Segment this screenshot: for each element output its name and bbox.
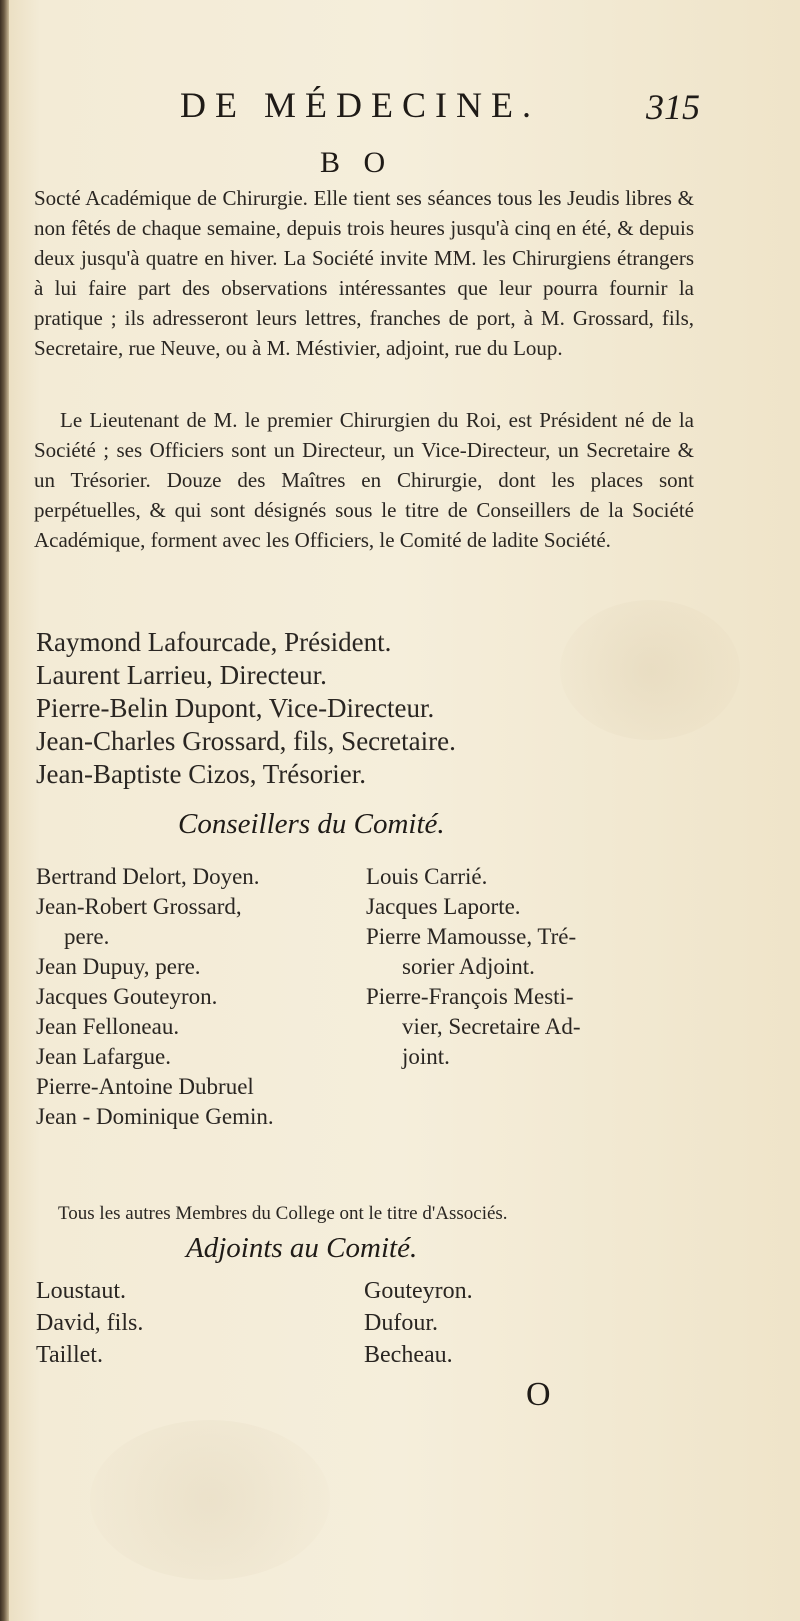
councillor-entry: Pierre-François Mesti- <box>366 984 574 1009</box>
page-binding-edge <box>0 0 9 1621</box>
councillor-entry-continuation: joint. <box>402 1044 450 1069</box>
adjoint-entry: Loustaut. <box>36 1278 126 1304</box>
adjoint-entry: Becheau. <box>364 1342 453 1368</box>
officer-entry: Raymond Lafourcade, Président. <box>36 627 392 657</box>
adjoints-heading: Adjoints au Comité. <box>186 1232 418 1264</box>
paper-stain <box>90 1420 330 1580</box>
councillor-entry: Jacques Laporte. <box>366 894 521 919</box>
intro-paragraph: Socté Académique de Chirurgie. Elle tient ses séances tous les Jeudis libres & non fêtés de chaque semaine, depuis trois heures jusqu'à cinq en été, & depuis deux jusqu'à quatre en hiver. La Société invite MM. les Chirurgiens étrangers à lui faire part des observations intéressantes que leur pourra fournir la pratique ; ils adresseront leurs lettres, franches de port, à M. Grossard, fils, Secretaire, rue Neuve, ou à M. Méstivier, adjoint, rue du Loup. <box>34 186 694 360</box>
associates-note: Tous les autres Membres du College ont le titre d'Associés. <box>58 1203 508 1224</box>
running-title: DE MÉDECINE. <box>180 85 540 125</box>
officer-entry: Jean-Baptiste Cizos, Trésorier. <box>36 759 366 789</box>
councillor-entry: Jean - Dominique Gemin. <box>36 1104 274 1129</box>
adjoint-entry: Taillet. <box>36 1342 103 1368</box>
councillor-entry: Jean-Robert Grossard, <box>36 894 242 919</box>
councillors-left-column <box>36 862 356 1132</box>
page-number: 315 <box>646 87 700 127</box>
adjoints-left-column <box>36 1275 336 1371</box>
adjoints-right-column <box>364 1275 664 1371</box>
catchword: O <box>526 1376 551 1413</box>
councillor-entry-continuation: sorier Adjoint. <box>402 954 535 979</box>
signature-mark: B O <box>320 146 394 179</box>
councillor-entry: Louis Carrié. <box>366 864 488 889</box>
councillor-entry: Bertrand Delort, Doyen. <box>36 864 260 889</box>
councillor-entry: Jean Dupuy, pere. <box>36 954 201 979</box>
officer-entry: Laurent Larrieu, Directeur. <box>36 660 327 690</box>
councillor-entry: Jean Felloneau. <box>36 1014 180 1039</box>
adjoint-entry: David, fils. <box>36 1310 144 1336</box>
adjoint-entry: Gouteyron. <box>364 1278 473 1304</box>
councillor-entry-continuation: pere. <box>64 924 110 949</box>
officers-description-paragraph: Le Lieutenant de M. le premier Chirurgien du Roi, est Président né de la Société ; ses Officiers sont un Directeur, un Vice-Directeur, un Secretaire & un Trésorier. Douze des Maîtres en Chirurgie, dont les places sont perpétuelles, & qui sont désignés sous le titre de Conseillers de la Société Académique, forment avec les Officiers, le Comité de ladite Société. <box>34 408 694 552</box>
councillor-entry-continuation: vier, Secretaire Ad- <box>402 1014 581 1039</box>
officers-list <box>36 626 676 791</box>
adjoint-entry: Dufour. <box>364 1310 438 1336</box>
councillors-heading: Conseillers du Comité. <box>178 808 445 840</box>
councillor-entry: Jean Lafargue. <box>36 1044 171 1069</box>
councillor-entry: Jacques Gouteyron. <box>36 984 218 1009</box>
officer-entry: Pierre-Belin Dupont, Vice-Directeur. <box>36 693 435 723</box>
councillors-right-column <box>366 862 706 1072</box>
page-header <box>180 84 700 134</box>
officer-entry: Jean-Charles Grossard, fils, Secretaire. <box>36 726 456 756</box>
councillor-entry: Pierre Mamousse, Tré- <box>366 924 577 949</box>
councillor-entry: Pierre-Antoine Dubruel <box>36 1074 254 1099</box>
